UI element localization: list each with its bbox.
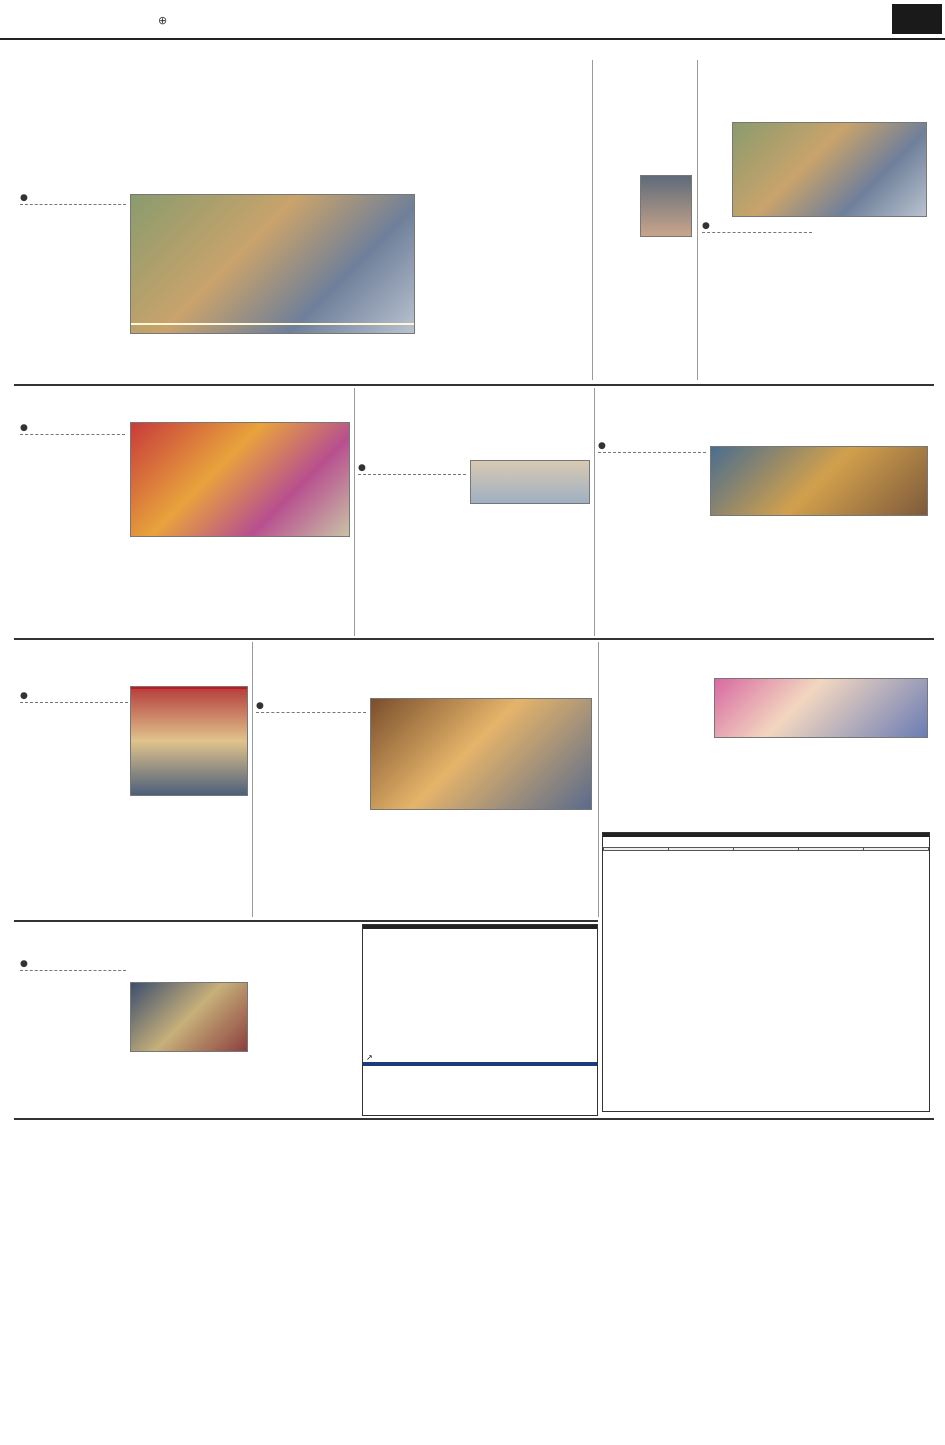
section-rule: [14, 1118, 934, 1120]
lead-byline: ●: [20, 192, 126, 205]
tomar-col3: [252, 958, 358, 1114]
tomar-col1: [20, 958, 126, 1113]
garg-story-cont: [596, 240, 692, 382]
tomar-byline: ●: [20, 958, 126, 971]
edition-title: [430, 4, 640, 36]
kanwar-col2: [710, 518, 818, 636]
rajoria-col2: [130, 800, 248, 915]
pmkisan-byline: ●: [702, 220, 812, 233]
kanwar-byline: ●: [598, 440, 706, 453]
haridwar-photo: [130, 422, 350, 537]
lead-kicker-box: [20, 64, 588, 88]
section-rule: [14, 384, 934, 386]
section-rule: [14, 920, 598, 922]
kavi-byline: ●: [256, 700, 366, 713]
stanpan-photo: [470, 460, 590, 504]
masthead: [0, 0, 945, 40]
kavi-col1: [256, 700, 366, 915]
haridwar-head: [20, 390, 350, 420]
page-number: [892, 4, 942, 34]
stanpan-head: [358, 388, 590, 468]
tomar-sub-box: [130, 958, 250, 978]
railway-footer: [363, 1062, 597, 1066]
rajoria-photo: [130, 686, 248, 796]
jci-head: [602, 644, 928, 674]
lead-photo-caption: [131, 323, 414, 325]
kanwar-col1: [598, 440, 706, 636]
icici-notice: [602, 832, 930, 1112]
jci-col3: [824, 742, 928, 828]
pmkisan-head: [702, 62, 927, 122]
jci-photo: [714, 678, 928, 738]
haridwar-col2: [130, 540, 237, 635]
railway-notice: [362, 924, 598, 1116]
pmkisan-col1: [702, 220, 812, 385]
link-icon: ↗: [366, 1053, 373, 1062]
lead-col2: [130, 340, 415, 380]
column-divider: [354, 388, 355, 636]
icici-footer: [603, 851, 929, 855]
kavi-col2: [370, 812, 478, 915]
pmkisan-col2: [816, 220, 927, 385]
tomar-col2: [130, 1056, 248, 1114]
lead-col3: [420, 192, 500, 382]
haridwar-col3: [242, 540, 350, 635]
lead-headline-box: [20, 96, 588, 188]
stanpan-col1: [358, 462, 466, 636]
lead-col4: [505, 192, 588, 382]
rajoria-col1: [20, 690, 128, 915]
column-divider: [592, 60, 593, 380]
kavi-photo: [370, 698, 592, 810]
tomar-photo: [130, 982, 248, 1052]
kavi-honored: [482, 812, 594, 915]
stanpan-col2: [470, 508, 590, 636]
haridwar-col1: [20, 422, 125, 632]
column-divider: [594, 388, 595, 636]
section-rule: [14, 638, 934, 640]
railway-body: [363, 933, 597, 1053]
rajoria-photo-banner: [131, 687, 247, 689]
rajoria-head: [20, 642, 248, 690]
globe-icon: ⊕: [158, 14, 168, 27]
kanwar-head: [598, 388, 928, 438]
stanpan-byline: ●: [358, 462, 466, 475]
lead-parade-photo: [130, 194, 415, 334]
pmkisan-photo: [732, 122, 927, 217]
column-divider: [598, 642, 599, 917]
haridwar-byline: ●: [20, 422, 125, 435]
jci-col1: [602, 678, 710, 828]
column-divider: [697, 60, 698, 380]
garg-portrait: [640, 175, 692, 237]
sagar-story: [18, 1124, 122, 1434]
kanwar-col3: [822, 518, 928, 636]
column-divider: [252, 642, 253, 917]
kanwar-photo: [710, 446, 928, 516]
jci-col2: [714, 742, 820, 828]
website-link[interactable]: [158, 14, 167, 27]
rajoria-byline: ●: [20, 690, 128, 703]
railway-website[interactable]: [363, 1053, 597, 1062]
